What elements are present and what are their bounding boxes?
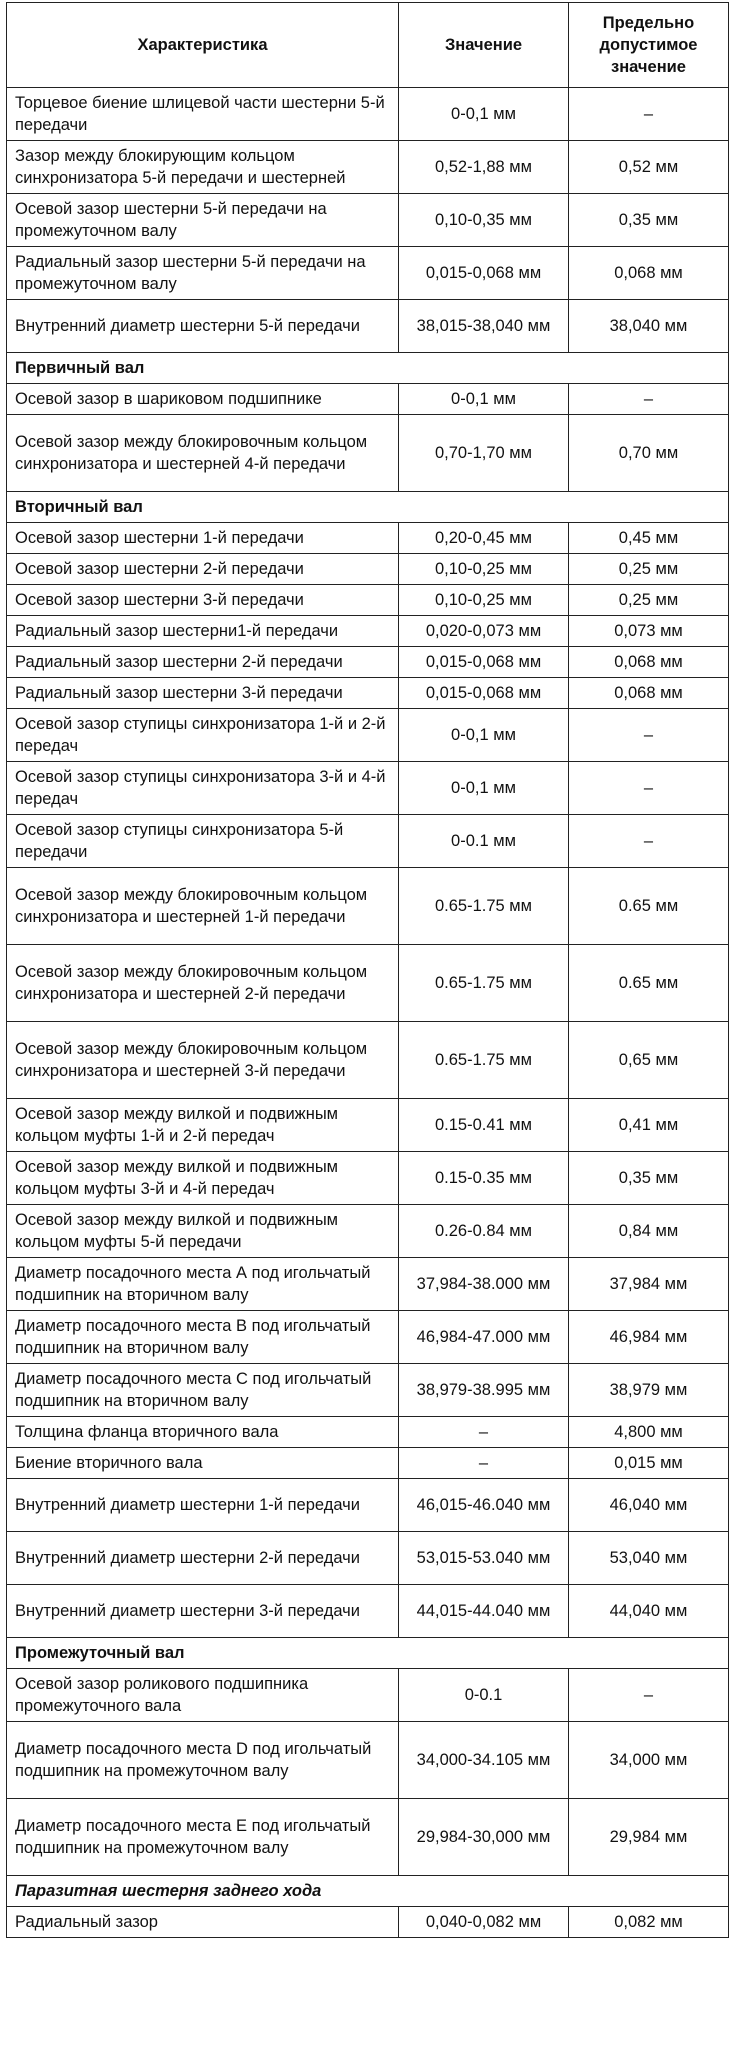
table-row <box>7 1099 729 1152</box>
cell-value: 0-0,1 мм <box>399 709 569 762</box>
cell-value: 0,020-0,073 мм <box>399 616 569 647</box>
cell-value: 0-0.1 мм <box>399 815 569 868</box>
table-row <box>7 647 729 678</box>
cell-characteristic: Радиальный зазор шестерни1-й передачи <box>7 616 399 647</box>
table-row <box>7 585 729 616</box>
cell-limit: – <box>569 384 729 415</box>
section-row <box>7 1876 729 1907</box>
cell-value: 29,984-30,000 мм <box>399 1799 569 1876</box>
cell-characteristic: Радиальный зазор шестерни 5-й передачи на промежуточном валу <box>7 247 399 300</box>
cell-limit: 44,040 мм <box>569 1585 729 1638</box>
table-row <box>7 247 729 300</box>
section-row <box>7 1638 729 1669</box>
table-row <box>7 1364 729 1417</box>
cell-characteristic: Осевой зазор шестерни 3-й передачи <box>7 585 399 616</box>
cell-characteristic: Торцевое биение шлицевой части шестерни 5-й передачи <box>7 88 399 141</box>
cell-limit: – <box>569 815 729 868</box>
table-row <box>7 1585 729 1638</box>
section-title: Первичный вал <box>7 353 729 384</box>
table-row <box>7 141 729 194</box>
cell-value: 0,040-0,082 мм <box>399 1907 569 1938</box>
cell-characteristic: Осевой зазор между вилкой и подвижным кольцом муфты 1-й и 2-й передач <box>7 1099 399 1152</box>
cell-characteristic: Диаметр посадочного места А под игольчатый подшипник на вторичном валу <box>7 1258 399 1311</box>
cell-characteristic: Диаметр посадочного места Е под игольчатый подшипник на промежуточном валу <box>7 1799 399 1876</box>
header-limit: Предельно допустимое значение <box>569 3 729 88</box>
cell-value: 0.15-0.41 мм <box>399 1099 569 1152</box>
header-value: Значение <box>399 3 569 88</box>
cell-limit: 0.65 мм <box>569 945 729 1022</box>
cell-limit: 38,979 мм <box>569 1364 729 1417</box>
cell-characteristic: Радиальный зазор шестерни 3-й передачи <box>7 678 399 709</box>
section-title: Вторичный вал <box>7 492 729 523</box>
table-row <box>7 384 729 415</box>
cell-limit: – <box>569 709 729 762</box>
table-row <box>7 1448 729 1479</box>
cell-value: – <box>399 1417 569 1448</box>
table-row <box>7 194 729 247</box>
cell-characteristic: Радиальный зазор шестерни 2-й передачи <box>7 647 399 678</box>
cell-characteristic: Диаметр посадочного места С под игольчатый подшипник на вторичном валу <box>7 1364 399 1417</box>
cell-limit: – <box>569 1669 729 1722</box>
cell-characteristic: Осевой зазор между блокировочным кольцом синхронизатора и шестерней 4-й передачи <box>7 415 399 492</box>
table-row <box>7 1722 729 1799</box>
section-row <box>7 353 729 384</box>
table-row <box>7 762 729 815</box>
cell-characteristic: Внутренний диаметр шестерни 1-й передачи <box>7 1479 399 1532</box>
table-row <box>7 300 729 353</box>
table-row <box>7 1311 729 1364</box>
table-row <box>7 554 729 585</box>
cell-value: 0,015-0,068 мм <box>399 647 569 678</box>
cell-value: 0,20-0,45 мм <box>399 523 569 554</box>
cell-value: 38,015-38,040 мм <box>399 300 569 353</box>
cell-limit: 0,015 мм <box>569 1448 729 1479</box>
cell-value: 0-0,1 мм <box>399 762 569 815</box>
cell-characteristic: Внутренний диаметр шестерни 3-й передачи <box>7 1585 399 1638</box>
cell-limit: – <box>569 88 729 141</box>
table-header-row <box>7 3 729 88</box>
cell-value: 0.15-0.35 мм <box>399 1152 569 1205</box>
cell-limit: 0,25 мм <box>569 554 729 585</box>
cell-value: 0.26-0.84 мм <box>399 1205 569 1258</box>
section-title: Паразитная шестерня заднего хода <box>7 1876 729 1907</box>
cell-value: 0.65-1.75 мм <box>399 1022 569 1099</box>
table-row <box>7 709 729 762</box>
cell-characteristic: Радиальный зазор <box>7 1907 399 1938</box>
table-row <box>7 1417 729 1448</box>
cell-characteristic: Осевой зазор роликового подшипника промежуточного вала <box>7 1669 399 1722</box>
cell-limit: 0,082 мм <box>569 1907 729 1938</box>
cell-limit: 0,65 мм <box>569 1022 729 1099</box>
cell-limit: 0,068 мм <box>569 647 729 678</box>
table-row <box>7 1532 729 1585</box>
table-row <box>7 1479 729 1532</box>
cell-value: 0-0.1 <box>399 1669 569 1722</box>
cell-value: 0,015-0,068 мм <box>399 247 569 300</box>
cell-characteristic: Диаметр посадочного места D под игольчатый подшипник на промежуточном валу <box>7 1722 399 1799</box>
cell-limit: 29,984 мм <box>569 1799 729 1876</box>
cell-characteristic: Осевой зазор ступицы синхронизатора 5-й передачи <box>7 815 399 868</box>
table-row <box>7 1152 729 1205</box>
cell-characteristic: Осевой зазор между вилкой и подвижным кольцом муфты 5-й передачи <box>7 1205 399 1258</box>
cell-characteristic: Осевой зазор шестерни 5-й передачи на промежуточном валу <box>7 194 399 247</box>
cell-characteristic: Внутренний диаметр шестерни 2-й передачи <box>7 1532 399 1585</box>
cell-limit: 0,52 мм <box>569 141 729 194</box>
cell-limit: 0,25 мм <box>569 585 729 616</box>
cell-characteristic: Осевой зазор ступицы синхронизатора 1-й и 2-й передач <box>7 709 399 762</box>
cell-limit: 0,068 мм <box>569 247 729 300</box>
table-row <box>7 1669 729 1722</box>
cell-value: 0.65-1.75 мм <box>399 868 569 945</box>
table-row <box>7 678 729 709</box>
cell-limit: 46,984 мм <box>569 1311 729 1364</box>
cell-limit: 37,984 мм <box>569 1258 729 1311</box>
cell-characteristic: Осевой зазор шестерни 1-й передачи <box>7 523 399 554</box>
cell-value: 34,000-34.105 мм <box>399 1722 569 1799</box>
cell-value: – <box>399 1448 569 1479</box>
table-row <box>7 88 729 141</box>
cell-limit: 0,35 мм <box>569 194 729 247</box>
header-characteristic: Характеристика <box>7 3 399 88</box>
table-body <box>7 88 729 1938</box>
cell-value: 0,10-0,25 мм <box>399 585 569 616</box>
cell-characteristic: Осевой зазор между блокировочным кольцом синхронизатора и шестерней 1-й передачи <box>7 868 399 945</box>
table-row <box>7 868 729 945</box>
cell-limit: – <box>569 762 729 815</box>
cell-limit: 34,000 мм <box>569 1722 729 1799</box>
cell-characteristic: Биение вторичного вала <box>7 1448 399 1479</box>
section-title: Промежуточный вал <box>7 1638 729 1669</box>
specifications-table <box>6 2 729 1938</box>
table-row <box>7 415 729 492</box>
cell-characteristic: Осевой зазор между вилкой и подвижным кольцом муфты 3-й и 4-й передач <box>7 1152 399 1205</box>
cell-characteristic: Диаметр посадочного места В под игольчатый подшипник на вторичном валу <box>7 1311 399 1364</box>
cell-value: 37,984-38.000 мм <box>399 1258 569 1311</box>
cell-value: 46,015-46.040 мм <box>399 1479 569 1532</box>
cell-limit: 53,040 мм <box>569 1532 729 1585</box>
cell-value: 0,70-1,70 мм <box>399 415 569 492</box>
table-row <box>7 1799 729 1876</box>
cell-value: 0-0,1 мм <box>399 384 569 415</box>
cell-limit: 0,45 мм <box>569 523 729 554</box>
table-row <box>7 616 729 647</box>
section-row <box>7 492 729 523</box>
cell-value: 0,015-0,068 мм <box>399 678 569 709</box>
table-row <box>7 523 729 554</box>
table-row <box>7 1907 729 1938</box>
cell-value: 0,52-1,88 мм <box>399 141 569 194</box>
table-row <box>7 1205 729 1258</box>
cell-characteristic: Толщина фланца вторичного вала <box>7 1417 399 1448</box>
cell-characteristic: Зазор между блокирующим кольцом синхронизатора 5-й передачи и шестерней <box>7 141 399 194</box>
cell-limit: 0,70 мм <box>569 415 729 492</box>
cell-value: 0.65-1.75 мм <box>399 945 569 1022</box>
cell-value: 0-0,1 мм <box>399 88 569 141</box>
cell-limit: 0,35 мм <box>569 1152 729 1205</box>
cell-characteristic: Осевой зазор шестерни 2-й передачи <box>7 554 399 585</box>
cell-characteristic: Осевой зазор ступицы синхронизатора 3-й и 4-й передач <box>7 762 399 815</box>
cell-limit: 38,040 мм <box>569 300 729 353</box>
table-row <box>7 1258 729 1311</box>
cell-characteristic: Осевой зазор между блокировочным кольцом синхронизатора и шестерней 3-й передачи <box>7 1022 399 1099</box>
cell-limit: 4,800 мм <box>569 1417 729 1448</box>
cell-limit: 0.65 мм <box>569 868 729 945</box>
cell-value: 53,015-53.040 мм <box>399 1532 569 1585</box>
cell-limit: 0,41 мм <box>569 1099 729 1152</box>
cell-limit: 0,068 мм <box>569 678 729 709</box>
cell-value: 46,984-47.000 мм <box>399 1311 569 1364</box>
cell-value: 0,10-0,25 мм <box>399 554 569 585</box>
cell-limit: 0,84 мм <box>569 1205 729 1258</box>
cell-characteristic: Внутренний диаметр шестерни 5-й передачи <box>7 300 399 353</box>
cell-characteristic: Осевой зазор в шариковом подшипнике <box>7 384 399 415</box>
cell-value: 38,979-38.995 мм <box>399 1364 569 1417</box>
cell-characteristic: Осевой зазор между блокировочным кольцом синхронизатора и шестерней 2-й передачи <box>7 945 399 1022</box>
cell-limit: 0,073 мм <box>569 616 729 647</box>
cell-value: 0,10-0,35 мм <box>399 194 569 247</box>
table-row <box>7 1022 729 1099</box>
cell-limit: 46,040 мм <box>569 1479 729 1532</box>
table-row <box>7 945 729 1022</box>
cell-value: 44,015-44.040 мм <box>399 1585 569 1638</box>
table-row <box>7 815 729 868</box>
